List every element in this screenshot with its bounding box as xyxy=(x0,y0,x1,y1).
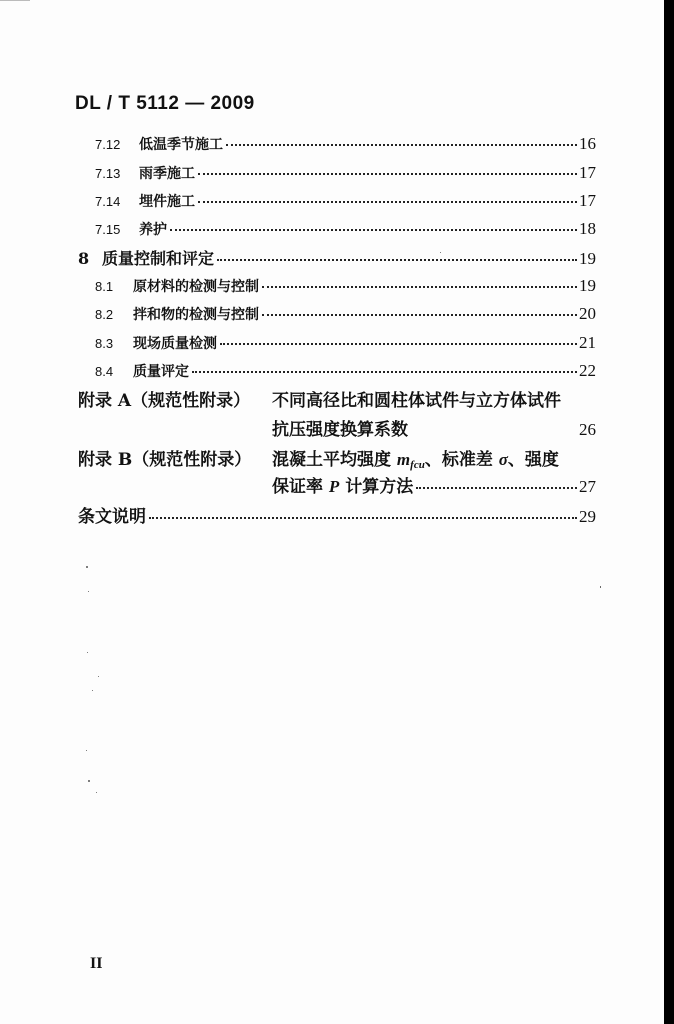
toc-leader-dots xyxy=(192,371,577,373)
document-code-header: DL / T 5112 — 2009 xyxy=(75,93,255,114)
toc-entry-page: 20 xyxy=(579,304,596,323)
toc-entry-number: 8.2 xyxy=(95,307,114,322)
toc-entry-7-14[interactable] xyxy=(95,191,596,211)
appendix-a-title-text: 不同高径比和圆柱体试件与立方体试件 xyxy=(272,391,561,411)
appendix-b-label: 附录 B（规范性附录） xyxy=(78,450,252,470)
page-number-roman: II xyxy=(90,955,103,972)
toc-leader-dots xyxy=(198,201,577,203)
toc-entry-explanation[interactable] xyxy=(78,502,596,527)
toc-entry-7-15[interactable] xyxy=(95,219,596,239)
toc-entry-number: 7.14 xyxy=(95,194,121,209)
toc-entry-page: 29 xyxy=(579,507,596,526)
appendix-b-line2-suffix: 计算方法 xyxy=(345,477,414,497)
appendix-a-title-line2[interactable] xyxy=(272,415,596,440)
toc-leader-dots xyxy=(220,343,577,345)
appendix-a-title-line1[interactable] xyxy=(272,386,596,411)
appendix-b-page: 27 xyxy=(579,477,596,496)
scan-speck xyxy=(87,652,88,653)
appendix-b-title-line2[interactable] xyxy=(272,472,596,497)
toc-entry-8-4[interactable] xyxy=(95,361,596,381)
appendix-b-text-mid: 、标准差 xyxy=(424,450,493,470)
toc-entry-title: 拌和物的检测与控制 xyxy=(133,307,259,323)
toc-entry-title: 原材料的检测与控制 xyxy=(133,279,259,295)
toc-leader-dots xyxy=(170,229,577,231)
toc-entry-page: 19 xyxy=(579,249,596,268)
scan-speck xyxy=(86,566,88,568)
toc-entry-title: 埋件施工 xyxy=(139,194,195,210)
scan-speck xyxy=(600,586,601,588)
appendix-a-title-text: 抗压强度换算系数 xyxy=(272,420,408,440)
symbol-m-subscript: fcu xyxy=(410,459,425,471)
toc-leader-dots xyxy=(198,173,577,175)
toc-leader-dots xyxy=(416,487,577,489)
toc-entry-8-3[interactable] xyxy=(95,333,596,353)
toc-entry-title: 雨季施工 xyxy=(139,166,195,182)
scan-speck xyxy=(88,780,90,782)
toc-entry-8-1[interactable] xyxy=(95,276,596,296)
toc-entry-title: 现场质量检测 xyxy=(133,336,217,352)
toc-entry-title: 质量控制和评定 xyxy=(102,249,215,268)
toc-entry-page: 17 xyxy=(579,191,596,210)
appendix-a-label: 附录 A（规范性附录） xyxy=(78,391,251,411)
toc-entry-number: 8 xyxy=(78,249,90,268)
toc-entry-page: 17 xyxy=(579,163,596,182)
appendix-a-page: 26 xyxy=(579,420,596,439)
scan-corner-mark xyxy=(0,0,30,7)
scan-edge xyxy=(664,0,674,1024)
toc-entry-7-13[interactable] xyxy=(95,163,596,183)
scan-speck xyxy=(440,252,441,253)
toc-entry-page: 19 xyxy=(579,276,596,295)
toc-leader-dots xyxy=(262,286,577,288)
toc-entry-number: 7.13 xyxy=(95,166,121,181)
symbol-m: m xyxy=(396,450,411,469)
appendix-b-text-suffix: 、强度 xyxy=(507,450,559,470)
appendix-b-line2-text xyxy=(272,472,413,497)
scan-speck xyxy=(88,591,89,592)
toc-entry-number: 7.12 xyxy=(95,137,121,152)
toc-entry-8-2[interactable] xyxy=(95,304,596,324)
toc-entry-title: 质量评定 xyxy=(133,364,189,380)
symbol-mean-strength xyxy=(397,450,425,469)
symbol-sigma: σ xyxy=(498,450,508,469)
toc-entry-number: 8.1 xyxy=(95,279,114,294)
toc-leader-dots xyxy=(262,314,577,316)
scan-speck xyxy=(98,676,99,677)
toc-leader-dots xyxy=(149,517,577,519)
toc-entry-number: 7.15 xyxy=(95,222,121,237)
toc-leader-dots xyxy=(226,144,577,146)
toc-entry-page: 16 xyxy=(579,134,596,153)
appendix-b-text xyxy=(272,445,559,471)
toc-entry-page: 22 xyxy=(579,361,596,380)
toc-entry-8[interactable] xyxy=(78,246,596,269)
appendix-b-line2-prefix: 保证率 xyxy=(272,477,323,497)
toc-entry-page: 21 xyxy=(579,333,596,352)
symbol-p: P xyxy=(328,477,340,496)
appendix-b-text-prefix: 混凝土平均强度 xyxy=(272,450,391,470)
toc-entry-number: 8.4 xyxy=(95,364,114,379)
scan-speck xyxy=(96,792,97,793)
toc-leader-dots xyxy=(217,259,577,261)
toc-entry-page: 18 xyxy=(579,219,596,238)
toc-entry-title: 条文说明 xyxy=(78,507,146,527)
toc-entry-7-12[interactable] xyxy=(95,134,596,154)
toc-entry-title: 低温季节施工 xyxy=(139,137,223,153)
scan-speck xyxy=(92,690,93,691)
toc-entry-title: 养护 xyxy=(139,222,167,238)
scan-speck xyxy=(86,750,87,751)
appendix-b-title-line1[interactable] xyxy=(272,445,596,471)
toc-entry-number: 8.3 xyxy=(95,336,114,351)
